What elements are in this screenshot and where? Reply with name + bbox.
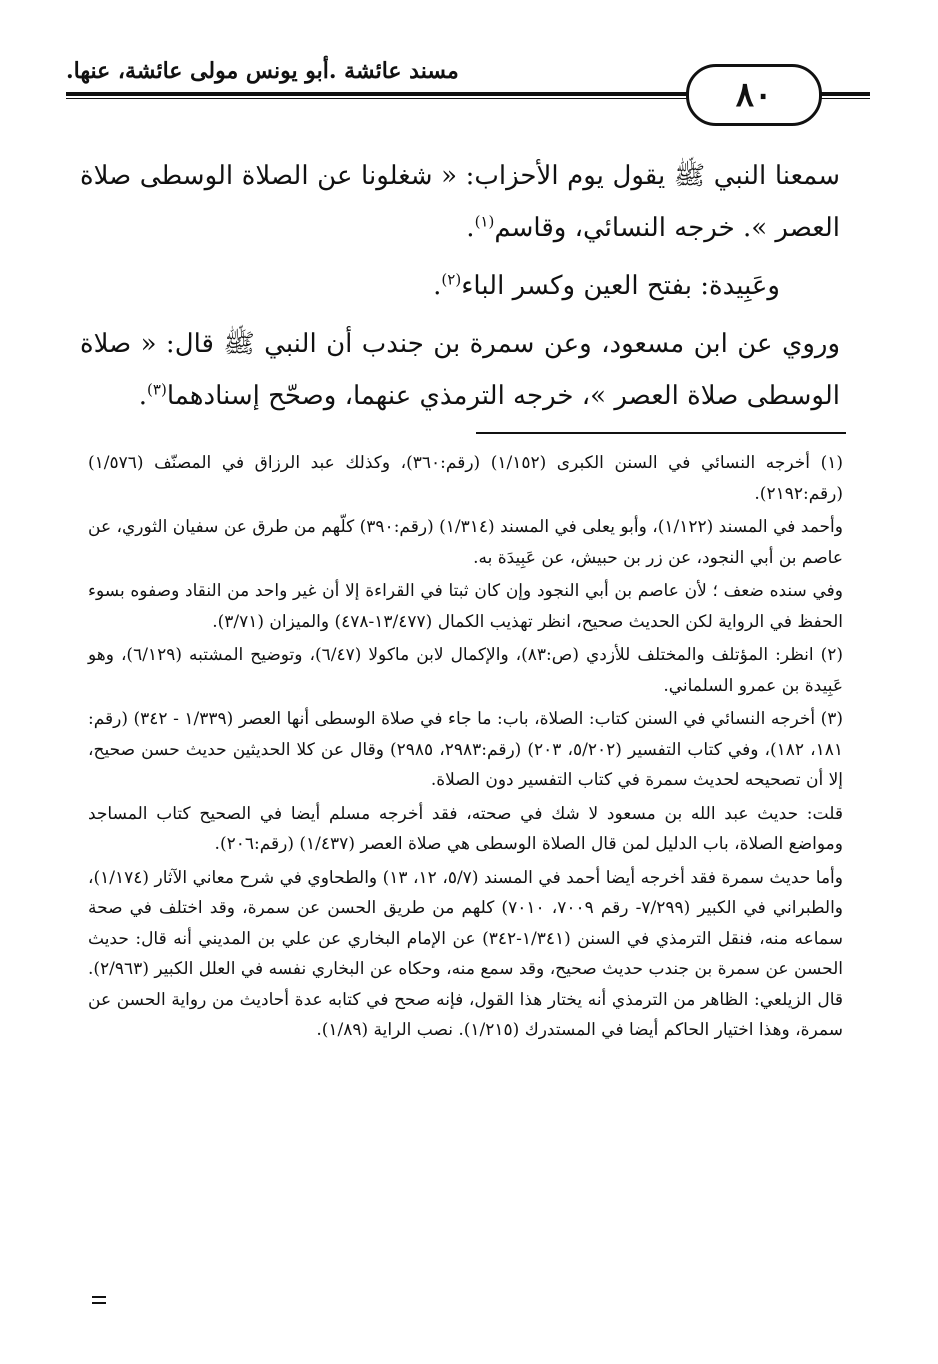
footnotes	[88, 448, 843, 1049]
paragraph-3: وروي عن ابن مسعود، وعن سمرة بن جندب أن النبي ﷺ قال: « صلاة الوسطى صلاة العصر »، خرجه الترمذي عنهما، وصحّح إسنادهما$^{(٣)}$.	[80, 329, 840, 411]
main-text	[80, 150, 840, 428]
footnote-separator	[476, 432, 846, 434]
end-mark	[92, 1296, 106, 1308]
footnote-1a: (١) أخرجه النسائي في السنن الكبرى (١/١٥٢) (رقم:٣٦٠)، وكذلك عبد الرزاق في المصنّف (١/٥٧٦) (رقم:٢١٩٢).	[88, 453, 843, 504]
page-header	[66, 58, 870, 128]
footnote-3c: وأما حديث سمرة فقد أخرجه أيضا أحمد في المسند (٥/٧، ١٢، ١٣) والطحاوي في شرح معاني الآثار (١/١٧٤)، والطبراني في الكبير (٧/٢٩٩- رقم ٧٠٠٩، ٧٠١٠) كلهم من طريق الحسن عن سمرة، وقد اختلف في صحة سماعه منه، فنقل الترمذي في السنن (١/٣٤١-٣٤٢) عن الإمام البخاري عن علي بن المديني أنه قال: حديث الحسن عن سمرة بن جندب حديث صحيح، وقد سمع منه، وحكاه عن البخاري نفسه في العلل الكبير (٢/٩٦٣). قال الزيلعي: الظاهر من الترمذي أنه يختار هذا القول، فإنه صحح في كتابه عدة أحاديث من رواية الحسن عن سمرة، وهذا اختيار الحاكم أيضا في المستدرك (١/٢١٥). نصب الراية (١/٨٩).	[88, 867, 844, 1040]
page-number: ٨٠	[686, 64, 822, 126]
footnote-3a: (٣) أخرجه النسائي في السنن كتاب: الصلاة، باب: ما جاء في صلاة الوسطى أنها العصر (١/٣٣٩ - ٣٤٢) (رقم: ١٨١، ١٨٢)، وفي كتاب التفسير (٥/٢٠٢، ٢٠٣) (رقم:٢٩٨٣، ٢٩٨٥) وقال عن كلا الحديثين حديث حسن صحيح، إلا أن تصحيحه لحديث سمرة في كتاب التفسير دون الصلاة.	[88, 709, 844, 790]
footnote-ref-3: (٣)	[147, 380, 167, 399]
paragraph-2: وعَبِيدة: بفتح العين وكسر الباء$^{(٢)}$.	[433, 270, 780, 301]
footnote-ref-1: (١)	[474, 212, 495, 231]
paragraph-1: سمعنا النبي ﷺ يقول يوم الأحزاب: « شغلونا عن الصلاة الوسطى صلاة العصر ». خرجه النسائي، وقاسم$^{(١)}$.	[80, 161, 840, 243]
footnote-3b: قلت: حديث عبد الله بن مسعود لا شك في صحته، فقد أخرجه مسلم أيضا في الصحيح كتاب المساجد ومواضع الصلاة، باب الدليل لمن قال الصلاة الوسطى هي صلاة العصر (١/٤٣٧) (رقم:٢٠٦).	[88, 803, 843, 854]
footnote-ref-2: (٢)	[441, 270, 462, 289]
running-title: مسند عائشة .أبو يونس مولى عائشة، عنها.	[66, 58, 459, 84]
footnote-1b: وأحمد في المسند (١/١٢٢)، وأبو يعلى في المسند (١/٣١٤) (رقم:٣٩٠) كلّهم من طرق عن سفيان الثوري، عن عاصم بن أبي النجود، عن زر بن حبيش، عن عَبِيدَة به.	[88, 517, 843, 568]
footnote-2: (٢) انظر: المؤتلف والمختلف للأزدي (ص:٨٣)، والإكمال لابن ماكولا (٦/٤٧)، وتوضيح المشتبه (٦/١٢٩)، وهو عَبِيدة بن عمرو السلماني.	[88, 645, 843, 696]
footnote-1c: وفي سنده ضعف ؛ لأن عاصم بن أبي النجود وإن كان ثبتا في القراءة إلا أن غير واحد من النقاد وصفوه بسوء الحفظ في الرواية لكن الحديث صحيح، انظر تهذيب الكمال (١٣/٤٧٧-٤٧٨) والميزان (٣/٧١).	[88, 581, 843, 632]
